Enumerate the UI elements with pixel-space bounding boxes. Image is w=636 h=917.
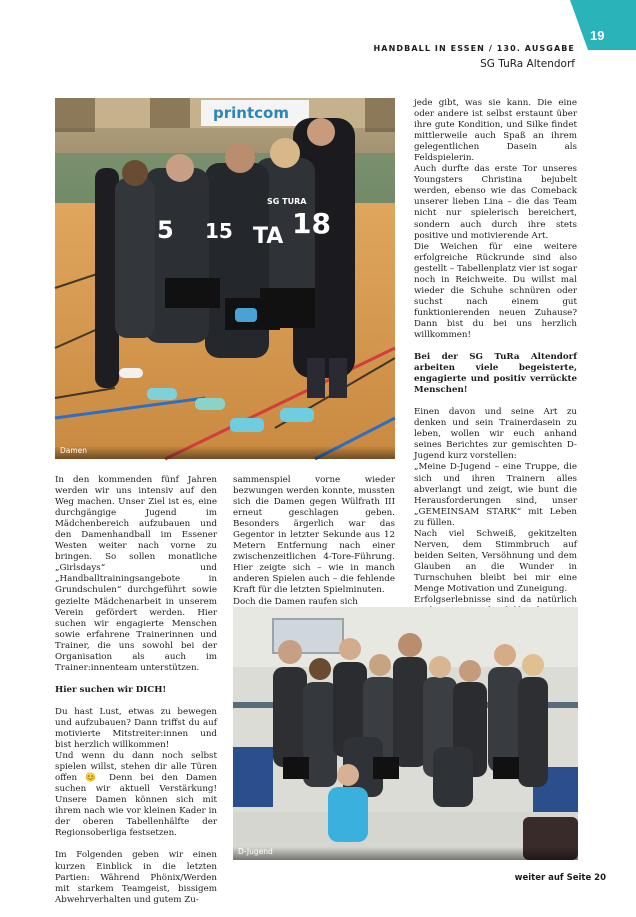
issue-kicker: HANDBALL IN ESSEN / 130. AUSGABE xyxy=(373,44,575,53)
svg-text:15: 15 xyxy=(205,219,233,243)
right-column xyxy=(414,98,577,661)
damen-team-photo xyxy=(55,98,395,459)
left-column xyxy=(55,475,217,917)
left-paragraph-4: Im Folgenden geben wir einen kurzen Einblick in die letzten Partien: Während Phönix/Werden mit starkem Teamgeist, bissigem Abwehrverhalten und gutem Zu- xyxy=(55,850,217,905)
svg-text:5: 5 xyxy=(157,216,174,244)
middle-paragraph-2: Doch die Damen raufen sich xyxy=(233,596,358,607)
continue-note: weiter auf Seite 20 xyxy=(514,873,606,883)
middle-paragraph-1: sammenspiel vorne wieder bezwungen werden konnte, mussten sich die Damen gegen Wülfrath III erneut geschlagen geben. Besonders ärgerlich war das Gegentor in letzter Sekunde aus 12 Metern Entfernung nach einer zwischenzeitlichen 4-Tore-Führung. Hier zeigte sich – wie in manch anderen Spielen auch – die fehlende Kraft für die letzten Spielminuten. xyxy=(233,475,395,596)
damen-photo-illustration xyxy=(55,98,395,459)
svg-text:18: 18 xyxy=(292,207,331,240)
club-name: SG TuRa Altendorf xyxy=(480,58,575,70)
djugend-team-photo xyxy=(233,607,578,860)
page-number: 19 xyxy=(590,28,605,43)
right-paragraph-3: Die Weichen für eine weitere erfolgreiche Rückrunde sind also gestellt – Tabellenplatz vier ist sogar noch in Reichweite. Du willst mal wieder die Schuhe schnüren oder suchst nach einem gut funktionierenden neuen Zuhause? Dann bist du bei uns herzlich willkommen! xyxy=(414,241,577,340)
djugend-photo-caption: D-Jugend xyxy=(233,847,578,860)
right-paragraph-1: jede gibt, was sie kann. Die eine oder andere ist selbst erstaunt über ihre gute Kondition, und Silke findet mittlerweile auch Spaß an ihrem gelegentlichen Dasein als Feldspielerin. xyxy=(414,98,577,164)
right-paragraph-7: Erfolgserlebnisse sind da natürlich xyxy=(414,595,577,606)
damen-photo-caption: Damen xyxy=(55,446,395,459)
right-paragraph-6: Nach viel Schweiß, gekitzelten Nerven, dem Stimmbruch auf beiden Seiten, Versöhnung und dem Glauben an die Wunder in Turnschuhen bleibt bei mir eine Menge Motivation und Zuneigung. xyxy=(414,528,577,594)
djugend-photo-illustration xyxy=(233,607,578,860)
sponsor-sign-text: printcom xyxy=(213,104,289,122)
middle-column xyxy=(233,475,395,619)
right-paragraph-2: Auch durfte das erste Tor unseres Youngsters Christina bejubelt werden, ebenso wie das Comeback unserer lieben Lina – die das Team nicht nur spielerisch bereichert, sondern auch durch ihre stets positive und motivierende Art. xyxy=(414,164,577,241)
svg-text:TA: TA xyxy=(253,224,284,249)
left-subheading: Hier suchen wir DICH! xyxy=(55,684,167,695)
left-paragraph-3: Und wenn du dann noch selbst spielen willst, stehen dir alle Türen offen 😊 Denn bei den Damen suchen wir aktuell Verstärkung! Unsere Damen können sich mit ihrem nach wie vor kleinen Kader in der oberen Tabellenhälfte der Regionsoberliga festsetzen. xyxy=(55,751,217,839)
jersey-club-text: SG TURA xyxy=(267,197,307,206)
right-paragraph-5: „Meine D-Jugend – eine Truppe, die sich und ihren Trainern alles abverlangt und zeigt, wie bunt die Herausforderungen sind, unser „GEMEINSAM STARK“ mit Leben zu füllen. xyxy=(414,462,577,528)
left-paragraph-1: In den kommenden fünf Jahren werden wir uns intensiv auf den Weg machen. Unser Ziel ist es, eine durchgängige Jugend im Mädchenbereich aufzubauen und den Damenhandball im Essener Westen weiter nach vorne zu bringen. So sollen monatliche „Girlsdays“ und „Handballtrainingsangebote in Grundschulen“ durchgeführt sowie gezielte Mädchenarbeit in unserem Verein gefördert werden. Hier suchen wir engagierte Menschen sowie erfahrene Trainerinnen und Trainer, die uns sowohl bei der Organisation als auch im Trainer:innenteam unterstützen. xyxy=(55,475,217,673)
left-paragraph-2: Du hast Lust, etwas zu bewegen und aufzubauen? Dann triffst du auf motivierte Mitstreiter:innen und bist herzlich willkommen! xyxy=(55,706,217,751)
right-paragraph-4: Einen davon und seine Art zu denken und sein Trainerdasein zu leben, wollen wir euch anhand seines Berichtes zur gemischten D-Jugend kurz vorstellen: xyxy=(414,407,577,462)
right-highlight: Bei der SG TuRa Altendorf arbeiten viele begeisterte, engagierte und positiv verrückte Menschen! xyxy=(414,352,577,396)
